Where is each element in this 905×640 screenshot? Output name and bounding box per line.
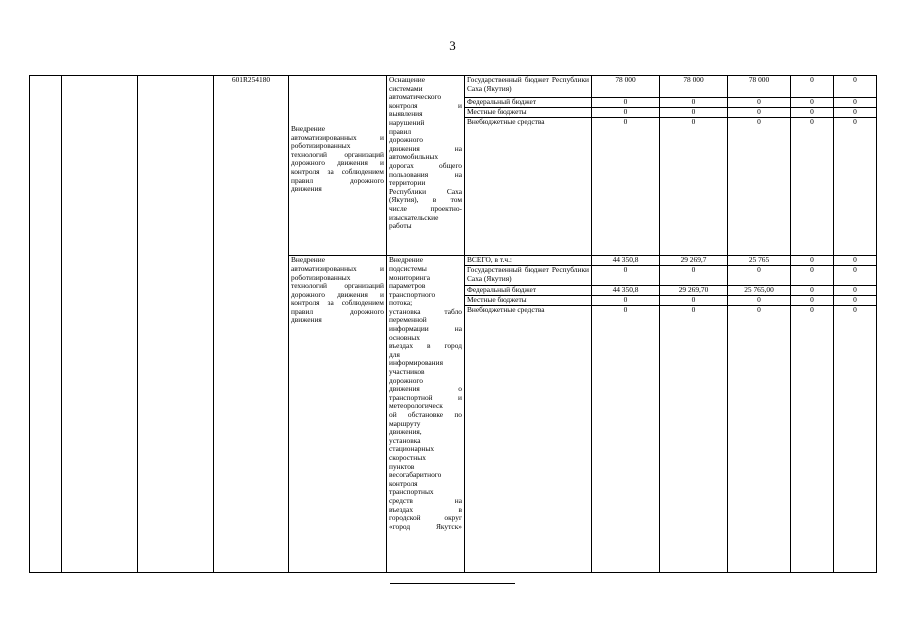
event-name-2: Внедрение автоматизированных и роботизированных технологий организаций дорожного движения и контроля за соблюдением правил дорожного движения bbox=[289, 256, 387, 573]
funding-source: Федеральный бюджет bbox=[465, 286, 592, 296]
page-number: 3 bbox=[449, 38, 456, 53]
value-cell: 0 bbox=[592, 108, 660, 118]
value-cell: 0 bbox=[791, 108, 834, 118]
value-cell: 0 bbox=[728, 98, 791, 108]
footer-separator-line bbox=[390, 583, 515, 584]
value-cell: 0 bbox=[791, 76, 834, 98]
value-cell: 0 bbox=[592, 118, 660, 256]
value-cell: 0 bbox=[791, 256, 834, 266]
funding-source: Местные бюджеты bbox=[465, 296, 592, 306]
value-cell: 0 bbox=[834, 256, 877, 266]
value-cell: 0 bbox=[728, 266, 791, 286]
value-cell: 0 bbox=[728, 306, 791, 573]
cell-empty bbox=[138, 76, 214, 573]
program-code: 601R254180 bbox=[214, 76, 289, 573]
value-cell: 44 350,8 bbox=[592, 286, 660, 296]
budget-table bbox=[29, 75, 877, 573]
value-cell: 0 bbox=[728, 118, 791, 256]
value-cell: 0 bbox=[834, 286, 877, 296]
value-cell: 0 bbox=[660, 98, 728, 108]
value-cell: 0 bbox=[834, 76, 877, 98]
value-cell: 0 bbox=[592, 306, 660, 573]
value-cell: 0 bbox=[791, 118, 834, 256]
value-cell: 0 bbox=[728, 296, 791, 306]
value-cell: 0 bbox=[592, 98, 660, 108]
value-cell: 78 000 bbox=[592, 76, 660, 98]
funding-source: ВСЕГО, в т.ч.: bbox=[465, 256, 592, 266]
value-cell: 44 350,8 bbox=[592, 256, 660, 266]
value-cell: 0 bbox=[834, 98, 877, 108]
table-row bbox=[30, 76, 877, 98]
cell-empty bbox=[30, 76, 62, 573]
value-cell: 0 bbox=[834, 306, 877, 573]
value-cell: 25 765 bbox=[728, 256, 791, 266]
value-cell: 0 bbox=[834, 108, 877, 118]
funding-source: Внебюджетные средства bbox=[465, 118, 592, 256]
value-cell: 0 bbox=[660, 108, 728, 118]
value-cell: 0 bbox=[791, 98, 834, 108]
value-cell: 29 269,7 bbox=[660, 256, 728, 266]
event-description-2: Внедрение подсистемы мониторинга параметров транспортного потока; установка табло переменной информации на основных въездах в город для информирования участников дорожного движения о транспортной и метеорологическ ой обстановке по маршруту движения, установка стационарных скоростных пунктов весогабаритного контроля транспортных средств на въездах в городской округ «город Якутск» bbox=[387, 256, 465, 573]
value-cell: 0 bbox=[834, 118, 877, 256]
funding-source: Государственный бюджет Республики Саха (Якутия) bbox=[465, 266, 592, 286]
value-cell: 0 bbox=[660, 118, 728, 256]
event-description-1: Оснащение системами автоматического контроля и выявления нарушений правил дорожного движения на автомобильных дорогах общего пользования на территории Республики Саха (Якутия), в том числе проектно- изыскательские работы bbox=[387, 76, 465, 256]
value-cell: 0 bbox=[660, 266, 728, 286]
value-cell: 0 bbox=[592, 296, 660, 306]
value-cell: 29 269,70 bbox=[660, 286, 728, 296]
value-cell: 25 765,00 bbox=[728, 286, 791, 296]
value-cell: 0 bbox=[791, 296, 834, 306]
value-cell: 78 000 bbox=[728, 76, 791, 98]
value-cell: 0 bbox=[791, 306, 834, 573]
value-cell: 0 bbox=[834, 296, 877, 306]
value-cell: 0 bbox=[728, 108, 791, 118]
value-cell: 0 bbox=[660, 296, 728, 306]
value-cell: 78 000 bbox=[660, 76, 728, 98]
value-cell: 0 bbox=[660, 306, 728, 573]
funding-source: Внебюджетные средства bbox=[465, 306, 592, 573]
value-cell: 0 bbox=[592, 266, 660, 286]
funding-source: Местные бюджеты bbox=[465, 108, 592, 118]
value-cell: 0 bbox=[791, 266, 834, 286]
value-cell: 0 bbox=[791, 286, 834, 296]
cell-empty bbox=[62, 76, 138, 573]
funding-source: Федеральный бюджет bbox=[465, 98, 592, 108]
event-name-1: Внедрение автоматизированных и роботизированных технологий организаций дорожного движения и контроля за соблюдением правил дорожного движения bbox=[289, 76, 387, 256]
funding-source: Государственный бюджет Республики Саха (Якутия) bbox=[465, 76, 592, 98]
value-cell: 0 bbox=[834, 266, 877, 286]
